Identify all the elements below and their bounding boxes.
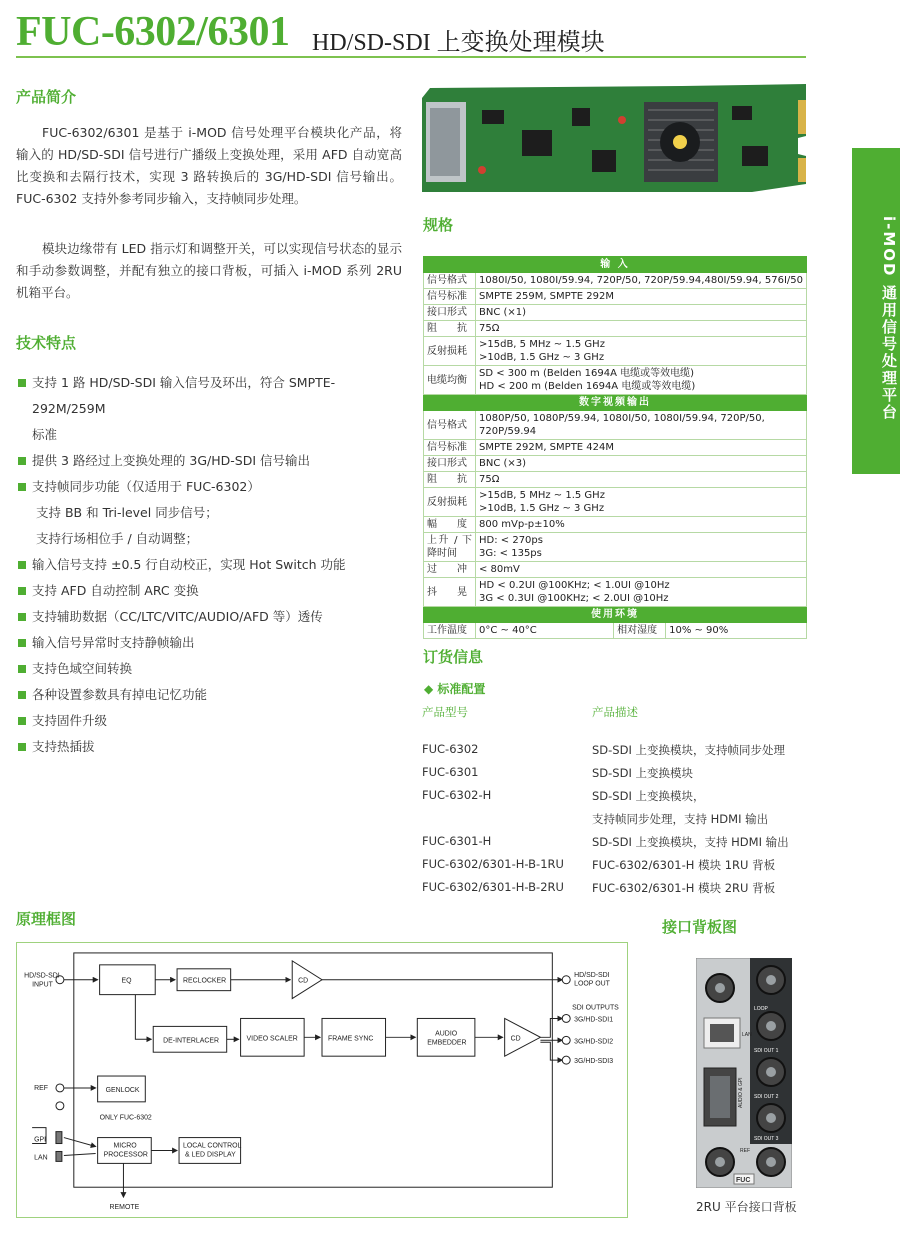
backpanel-image <box>696 958 792 1188</box>
spec-value-line: >10dB, 1.5 GHz ~ 3 GHz <box>479 503 605 514</box>
features-heading: 技术特点 <box>16 334 77 352</box>
diagram-text: REMOTE <box>109 1204 140 1212</box>
spec-value-line: SD < 300 m (Belden 1694A 电缆或等效电缆) <box>479 368 695 379</box>
spec-value <box>476 337 807 366</box>
platform-side-tab: i-MOD 通用信号处理平台 <box>852 148 900 474</box>
block-diagram <box>16 942 628 1218</box>
feature-item: 支持固件升级 <box>16 708 406 734</box>
feature-item: 各种设置参数具有掉电记忆功能 <box>16 682 406 708</box>
spec-value: BNC (×3) <box>476 456 807 472</box>
spec-label: 反射损耗 <box>424 488 476 517</box>
feature-item: 输入信号支持 ±0.5 行自动校正，实现 Hot Switch 功能 <box>16 552 406 578</box>
feature-item: 支持 BB 和 Tri-level 同步信号； <box>36 505 218 520</box>
order-model: FUC-6302/6301-H-B-2RU <box>422 880 564 894</box>
spec-value-line: >10dB, 1.5 GHz ~ 3 GHz <box>479 352 605 363</box>
diagram-text: EMBEDDER <box>427 1039 467 1047</box>
backpanel-caption: 2RU 平台接口背板 <box>696 1200 797 1214</box>
backpanel-text: SDI OUT 1 <box>754 1048 779 1054</box>
order-heading: 订货信息 <box>423 648 484 666</box>
spec-value: SMPTE 292M, SMPTE 424M <box>476 440 807 456</box>
order-desc: 支持帧同步处理，支持 HDMI 输出 <box>592 812 769 826</box>
diagram-text: FRAME SYNC <box>327 1035 374 1043</box>
spec-value: < 80mV <box>476 562 807 578</box>
feature-item: 支持 1 路 HD/SD-SDI 输入信号及环出，符合 SMPTE-292M/259M <box>16 370 406 422</box>
spec-value-line: >15dB, 5 MHz ~ 1.5 GHz <box>479 339 605 350</box>
diagram-text: 3G/HD-SDI2 <box>574 1038 614 1046</box>
order-desc: SD-SDI 上变换模块 <box>592 766 694 780</box>
diagram-text: PROCESSOR <box>103 1151 148 1159</box>
spec-value <box>476 366 807 395</box>
spec-value-line: 3G < 0.3UI @100KHz; < 2.0UI @10Hz <box>479 593 669 604</box>
backpanel-text: SDI OUT 3 <box>754 1136 779 1142</box>
spec-label: 过 冲 <box>424 562 476 578</box>
spec-label: 接口形式 <box>424 305 476 321</box>
diagram-text: RECLOCKER <box>183 977 227 985</box>
diagram-text: GENLOCK <box>105 1086 140 1094</box>
diagram-text: CD <box>510 1035 521 1043</box>
backpanel-text: FUC <box>736 1177 751 1184</box>
diagram-text: 3G/HD-SDI3 <box>574 1058 614 1066</box>
intro-paragraph-2: 模块边缘带有 LED 指示灯和调整开关，可以实现信号状态的显示和手动参数调整，并配有独立的接口背板，可插入 i-MOD 系列 2RU 机箱平台。 <box>16 241 402 300</box>
spec-value: 0°C ~ 40°C <box>476 623 614 639</box>
spec-label: 上升 / 下降时间 <box>424 533 476 562</box>
spec-label: 信号标准 <box>424 289 476 305</box>
diagram-text: CD <box>298 977 309 985</box>
feature-item: 支持帧同步功能（仅适用于 FUC-6302） <box>16 474 406 500</box>
diagram-text: VIDEO SCALER <box>246 1035 298 1043</box>
spec-value: 10% ~ 90% <box>666 623 807 639</box>
diagram-text: REF <box>34 1084 48 1092</box>
spec-table <box>423 256 807 639</box>
spec-value <box>476 578 807 607</box>
diagram-text: INPUT <box>32 981 53 989</box>
diagram-text: MICRO <box>113 1142 137 1150</box>
order-model: FUC-6301 <box>422 765 479 779</box>
spec-label: 电缆均衡 <box>424 366 476 395</box>
order-model: FUC-6302/6301-H-B-1RU <box>422 857 564 871</box>
spec-label: 阻 抗 <box>424 472 476 488</box>
spec-label: 工作温度 <box>424 623 476 639</box>
product-title: FUC-6302/6301 <box>16 9 290 55</box>
diagram-text: LOOP OUT <box>574 980 610 988</box>
spec-label: 相对湿度 <box>614 623 666 639</box>
spec-label: 接口形式 <box>424 456 476 472</box>
order-desc: FUC-6302/6301-H 模块 2RU 背板 <box>592 881 776 895</box>
spec-label: 反射损耗 <box>424 337 476 366</box>
spec-label: 幅 度 <box>424 517 476 533</box>
backpanel-text: SDI OUT 2 <box>754 1094 779 1100</box>
spec-value: BNC (×1) <box>476 305 807 321</box>
feature-item: 支持行场相位手 / 自动调整； <box>36 531 199 546</box>
spec-value: 1080P/50, 1080P/59.94, 1080I/50, 1080I/59.94, 720P/50, 720P/59.94 <box>476 411 807 440</box>
feature-item: 支持热插拔 <box>16 734 406 760</box>
spec-input-header: 输 入 <box>424 257 807 273</box>
spec-value: 75Ω <box>476 321 807 337</box>
diagram-text: SDI OUTPUTS <box>572 1004 619 1012</box>
backpanel-text: LOOP <box>754 1006 768 1012</box>
order-col-desc: 产品描述 <box>592 705 638 719</box>
spec-value <box>476 533 807 562</box>
spec-value-line: >15dB, 5 MHz ~ 1.5 GHz <box>479 490 605 501</box>
feature-item: 输入信号异常时支持静帧输出 <box>16 630 406 656</box>
title-divider <box>16 56 806 58</box>
diagram-text: 3G/HD-SDI1 <box>574 1016 614 1024</box>
spec-label: 信号格式 <box>424 411 476 440</box>
diagram-text: & LED DISPLAY <box>185 1151 236 1159</box>
diagram-text: LOCAL CONTROL <box>183 1142 242 1150</box>
spec-output-header: 数字视频输出 <box>424 395 807 411</box>
feature-item: 支持 AFD 自动控制 ARC 变换 <box>16 578 406 604</box>
board-photo <box>422 80 806 200</box>
order-desc: FUC-6302/6301-H 模块 1RU 背板 <box>592 858 776 872</box>
diagram-text: ONLY FUC-6302 <box>99 1114 152 1122</box>
order-desc: SD-SDI 上变换模块， <box>592 789 705 803</box>
backpanel-heading: 接口背板图 <box>662 918 738 936</box>
spec-env-header: 使用环境 <box>424 607 807 623</box>
order-desc: SD-SDI 上变换模块，支持 HDMI 输出 <box>592 835 789 849</box>
order-desc: SD-SDI 上变换模块，支持帧同步处理 <box>592 743 786 757</box>
spec-value-line: HD: < 270ps <box>479 535 543 546</box>
diagram-text: AUDIO <box>435 1030 458 1038</box>
order-subheading: ◆ 标准配置 <box>424 682 486 696</box>
diagram-text: HD/SD-SDI <box>574 971 610 979</box>
diagram-heading: 原理框图 <box>16 910 77 928</box>
spec-value <box>476 488 807 517</box>
spec-label: 信号标准 <box>424 440 476 456</box>
product-subtitle: HD/SD-SDI 上变换处理模块 <box>312 30 605 56</box>
spec-label: 阻 抗 <box>424 321 476 337</box>
spec-label: 信号格式 <box>424 273 476 289</box>
spec-value: 800 mVp-p±10% <box>476 517 807 533</box>
order-model: FUC-6302-H <box>422 788 492 802</box>
feature-item: 标准 <box>32 427 58 442</box>
diagram-text: EQ <box>121 977 132 985</box>
spec-value-line: HD < 200 m (Belden 1694A 电缆或等效电缆) <box>479 381 696 392</box>
spec-value: 1080I/50, 1080I/59.94, 720P/50, 720P/59.94,480I/59.94, 576I/50 <box>476 273 807 289</box>
order-model: FUC-6302 <box>422 742 479 756</box>
order-model: FUC-6301-H <box>422 834 492 848</box>
diagram-text: DE-INTERLACER <box>163 1037 220 1045</box>
backpanel-text: LAN <box>742 1032 752 1038</box>
spec-value-line: 3G: < 135ps <box>479 548 542 559</box>
spec-value: SMPTE 259M, SMPTE 292M <box>476 289 807 305</box>
diagram-text: LAN <box>34 1154 48 1162</box>
spec-heading: 规格 <box>423 216 454 234</box>
diagram-text: GPI <box>34 1136 47 1144</box>
spec-label: 抖 晃 <box>424 578 476 607</box>
order-col-model: 产品型号 <box>422 705 468 719</box>
intro-heading: 产品简介 <box>16 88 77 106</box>
feature-item: 提供 3 路经过上变换处理的 3G/HD-SDI 信号输出 <box>16 448 406 474</box>
features-list <box>16 370 406 760</box>
spec-value: 75Ω <box>476 472 807 488</box>
diagram-text: HD/SD-SDI <box>24 972 60 980</box>
feature-item: 支持色域空间转换 <box>16 656 406 682</box>
intro-paragraph-1: FUC-6302/6301 是基于 i-MOD 信号处理平台模块化产品，将输入的 HD/SD-SDI 信号进行广播级上变换处理，采用 AFD 自动宽高比变换和去隔行技术，实现 3 路转换后的 3G/HD-SDI 信号输出。FUC-6302 支持外参考同步输入，支持帧同步处理。 <box>16 125 402 206</box>
backpanel-text: AUDIO & GPI <box>738 1077 744 1108</box>
feature-item: 支持辅助数据（CC/LTC/VITC/AUDIO/AFD 等）透传 <box>16 604 406 630</box>
spec-value-line: HD < 0.2UI @100KHz; < 1.0UI @10Hz <box>479 580 670 591</box>
backpanel-text: REF <box>740 1148 750 1154</box>
